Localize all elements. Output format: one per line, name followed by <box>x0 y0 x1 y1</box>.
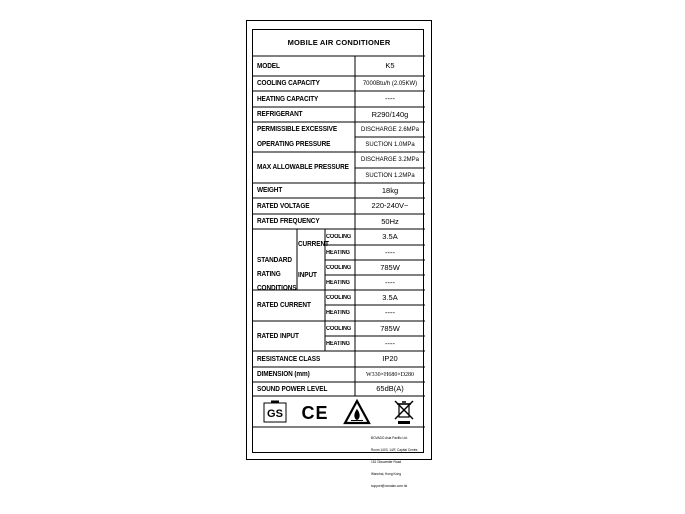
permissible-pressure-label-line2: OPERATING PRESSURE <box>257 141 331 148</box>
standard-rating-line1: STANDARD <box>257 256 292 264</box>
heating-capacity-label: HEATING CAPACITY <box>257 95 319 103</box>
resistance-class-label: RESISTANCE CLASS <box>257 355 321 363</box>
standard-current-heating-label: HEATING <box>326 249 350 256</box>
cooling-capacity-value: 7000Btu/h (2.05KW) <box>362 80 418 87</box>
standard-current-cooling-label: COOLING <box>326 234 352 240</box>
model-value: K5 <box>385 61 395 71</box>
permissible-discharge-value: DISCHARGE 2.6MPa <box>360 126 420 133</box>
standard-input-label: INPUT <box>298 271 317 279</box>
rated-frequency-value: 50Hz <box>381 216 399 226</box>
weight-label: WEIGHT <box>257 187 283 194</box>
permissible-pressure-label-line1: PERMISSIBLE EXCESSIVE <box>257 126 338 133</box>
cooling-capacity-label: COOLING CAPACITY <box>257 80 320 87</box>
refrigerant-label: REFRIGERANT <box>257 111 303 118</box>
rated-voltage-label: RATED VOLTAGE <box>257 202 310 210</box>
dimension-value: W330×H680×D280 <box>365 371 415 378</box>
weight-value: 18kg <box>381 185 399 195</box>
rated-input-cooling-label: COOLING <box>326 325 352 332</box>
rating-table <box>252 29 424 488</box>
permissible-suction-value: SUCTION 1.0MPa <box>365 141 415 148</box>
sound-power-value: 65dB(A) <box>376 384 404 394</box>
sound-power-label: SOUND POWER LEVEL <box>257 385 328 393</box>
standard-input-cooling-label: COOLING <box>326 264 352 271</box>
rating-label <box>246 20 432 488</box>
refrigerant-value: R290/140g <box>371 109 409 119</box>
ce-mark-icon <box>301 400 329 424</box>
rated-input-label: RATED INPUT <box>257 332 299 340</box>
standard-rating-line3: CONDITIONS <box>257 284 297 292</box>
max-suction-value: SUCTION 1.2MPa <box>365 172 415 179</box>
max-discharge-value: DISCHARGE 3.2MPa <box>360 157 420 163</box>
flammable-warning-icon <box>343 399 371 425</box>
manufacturer-address: BOVADO Asia Pacific Ltd. Room 1403, 14/F, Capital Centre, 151 Gloucester Road Wanchai, Hong Kong support@novalan.com.hk <box>371 436 419 488</box>
standard-current-cooling-value: 3.5A <box>382 232 398 242</box>
standard-input-cooling-value: 785W <box>380 262 400 272</box>
heating-capacity-value: ---- <box>385 94 395 104</box>
resistance-class-value: IP20 <box>382 354 398 364</box>
rated-input-heating-value: ---- <box>385 338 395 348</box>
dimension-label: DIMENSION (mm) <box>257 371 310 378</box>
standard-current-heating-value: ---- <box>385 247 395 257</box>
rated-voltage-value: 220-240V~ <box>371 201 409 211</box>
max-pressure-label: MAX ALLOWABLE PRESSURE <box>257 164 349 171</box>
label-title: MOBILE AIR CONDITIONER <box>287 38 391 48</box>
rated-current-label: RATED CURRENT <box>257 302 311 309</box>
standard-input-heating-value: ---- <box>385 277 395 287</box>
rated-current-cooling-value: 3.5A <box>382 292 398 302</box>
standard-input-heating-label: HEATING <box>326 279 350 286</box>
model-label: MODEL <box>257 62 280 70</box>
svg-text:CE: CE <box>301 403 329 423</box>
standard-rating-line2: RATING <box>257 270 281 278</box>
rated-current-heating-value: ---- <box>385 308 395 318</box>
rated-input-cooling-value: 785W <box>380 323 400 333</box>
svg-text:GS: GS <box>267 408 283 420</box>
rated-current-heating-label: HEATING <box>326 310 350 316</box>
standard-current-label: CURRENT <box>298 241 329 248</box>
rated-frequency-label: RATED FREQUENCY <box>257 218 320 225</box>
rated-input-heating-label: HEATING <box>326 340 350 347</box>
crossed-bin-icon <box>393 399 415 425</box>
rated-current-cooling-label: COOLING <box>326 294 352 301</box>
gs-mark-icon <box>263 400 287 424</box>
